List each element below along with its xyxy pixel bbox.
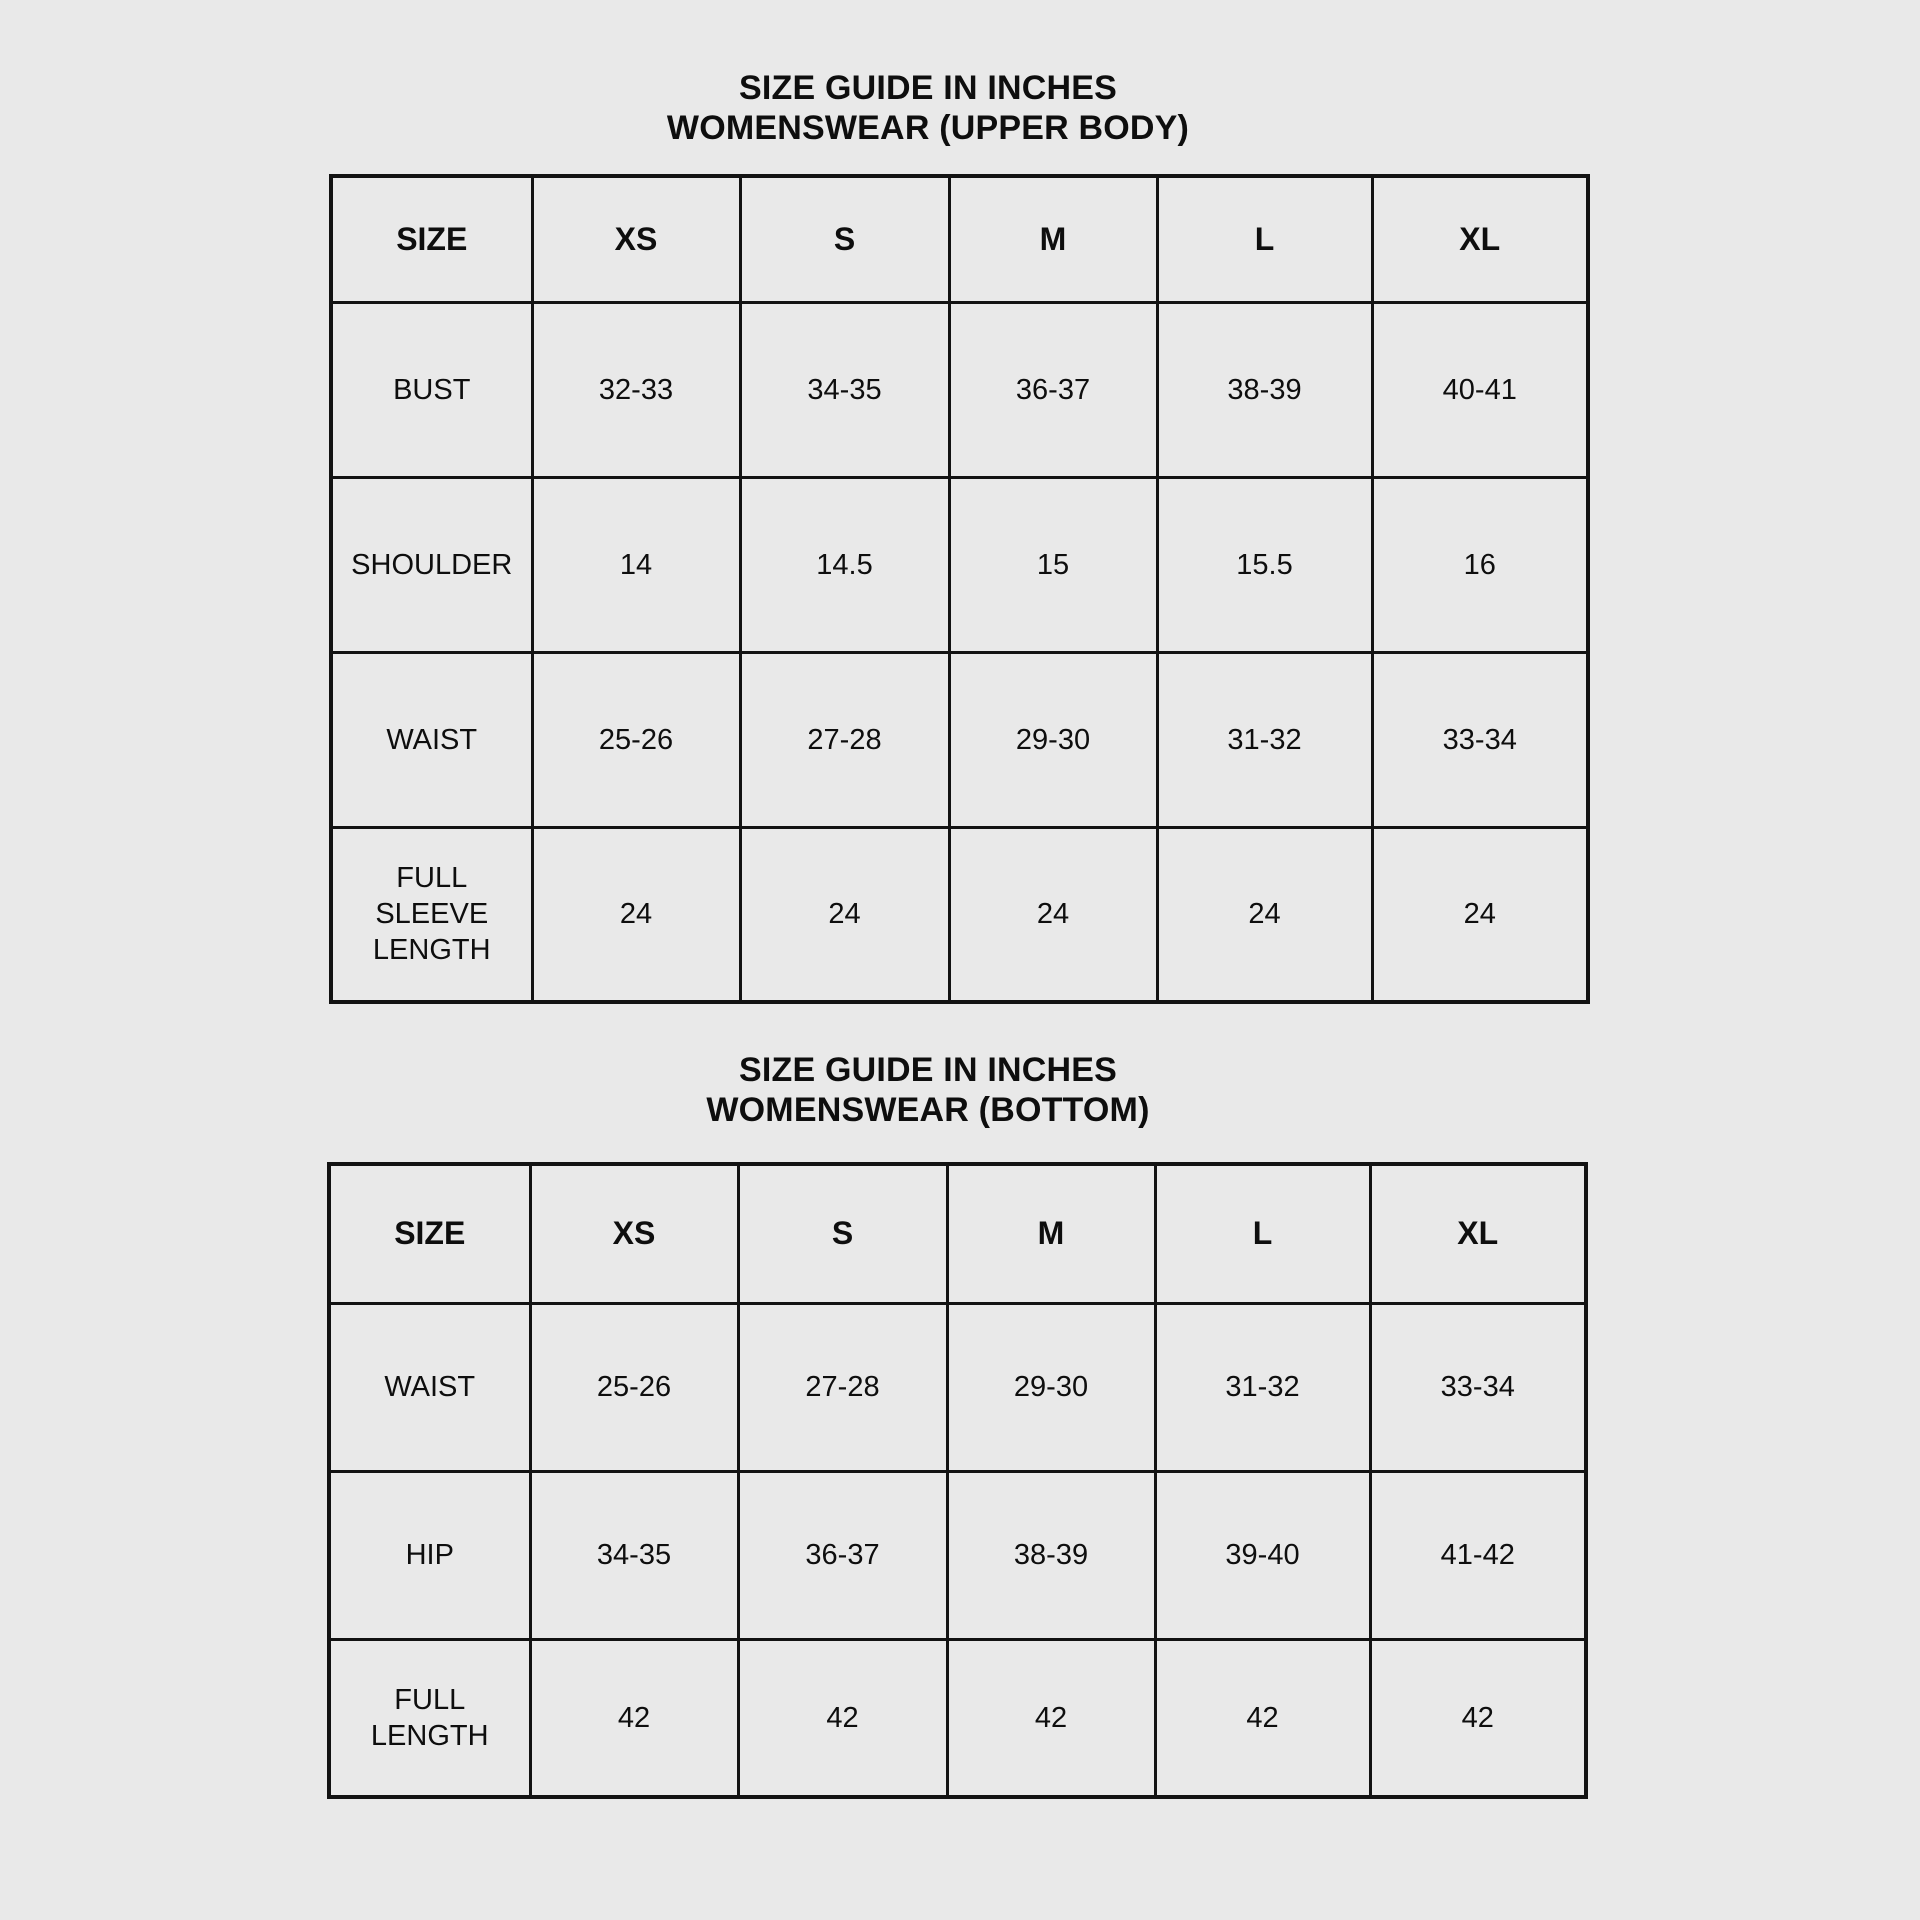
column-header-l: L	[1157, 176, 1372, 302]
column-header-xl: XL	[1370, 1164, 1586, 1303]
size-value: 42	[530, 1639, 738, 1797]
size-guide-title-upper	[270, 68, 1586, 148]
size-value: 41-42	[1370, 1471, 1586, 1639]
size-value: 24	[532, 827, 740, 1002]
column-header-m: M	[949, 176, 1157, 302]
size-value: 27-28	[738, 1303, 947, 1471]
row-label: WAIST	[331, 652, 532, 827]
size-value: 40-41	[1372, 302, 1588, 477]
column-header-m: M	[947, 1164, 1155, 1303]
header-row	[331, 176, 1588, 302]
size-chart-upper-body	[329, 174, 1590, 1004]
size-value: 34-35	[530, 1471, 738, 1639]
size-value: 42	[738, 1639, 947, 1797]
size-value: 15	[949, 477, 1157, 652]
size-value: 31-32	[1157, 652, 1372, 827]
size-value: 38-39	[947, 1471, 1155, 1639]
column-header-xs: XS	[532, 176, 740, 302]
title-bottom-line-1: SIZE GUIDE IN INCHES	[738, 1051, 1118, 1089]
size-value: 25-26	[530, 1303, 738, 1471]
row-label: FULL SLEEVE LENGTH	[331, 827, 532, 1002]
column-header-l: L	[1155, 1164, 1370, 1303]
size-value: 34-35	[740, 302, 949, 477]
column-header-xs: XS	[530, 1164, 738, 1303]
title-upper-line-2: WOMENSWEAR (UPPER BODY)	[666, 109, 1190, 147]
size-value: 29-30	[949, 652, 1157, 827]
row-label: HIP	[329, 1471, 530, 1639]
size-guide-title-bottom	[270, 1050, 1586, 1130]
row-label: BUST	[331, 302, 532, 477]
size-value: 15.5	[1157, 477, 1372, 652]
column-header-size: SIZE	[329, 1164, 530, 1303]
size-value: 29-30	[947, 1303, 1155, 1471]
table-row-waist	[331, 652, 1588, 827]
size-value: 24	[1372, 827, 1588, 1002]
title-upper-line-1: SIZE GUIDE IN INCHES	[738, 69, 1118, 107]
size-value: 42	[947, 1639, 1155, 1797]
header-row	[329, 1164, 1586, 1303]
table-row-shoulder	[331, 477, 1588, 652]
table-row-full-length	[329, 1639, 1586, 1797]
size-value: 33-34	[1370, 1303, 1586, 1471]
table-row-hip	[329, 1471, 1586, 1639]
size-value: 16	[1372, 477, 1588, 652]
size-value: 24	[1157, 827, 1372, 1002]
column-header-s: S	[740, 176, 949, 302]
size-value: 24	[740, 827, 949, 1002]
size-chart-bottom	[327, 1162, 1588, 1799]
column-header-xl: XL	[1372, 176, 1588, 302]
size-value: 32-33	[532, 302, 740, 477]
size-value: 39-40	[1155, 1471, 1370, 1639]
table-row-full-sleeve-length	[331, 827, 1588, 1002]
size-value: 42	[1370, 1639, 1586, 1797]
title-bottom-line-2: WOMENSWEAR (BOTTOM)	[706, 1091, 1150, 1129]
size-value: 14	[532, 477, 740, 652]
table-row-bust	[331, 302, 1588, 477]
row-label: SHOULDER	[331, 477, 532, 652]
column-header-size: SIZE	[331, 176, 532, 302]
size-value: 31-32	[1155, 1303, 1370, 1471]
size-value: 27-28	[740, 652, 949, 827]
size-value: 38-39	[1157, 302, 1372, 477]
row-label: WAIST	[329, 1303, 530, 1471]
size-value: 42	[1155, 1639, 1370, 1797]
size-value: 24	[949, 827, 1157, 1002]
row-label: FULL LENGTH	[329, 1639, 530, 1797]
table-row-waist	[329, 1303, 1586, 1471]
size-value: 25-26	[532, 652, 740, 827]
size-value: 33-34	[1372, 652, 1588, 827]
column-header-s: S	[738, 1164, 947, 1303]
size-value: 14.5	[740, 477, 949, 652]
size-value: 36-37	[738, 1471, 947, 1639]
size-value: 36-37	[949, 302, 1157, 477]
